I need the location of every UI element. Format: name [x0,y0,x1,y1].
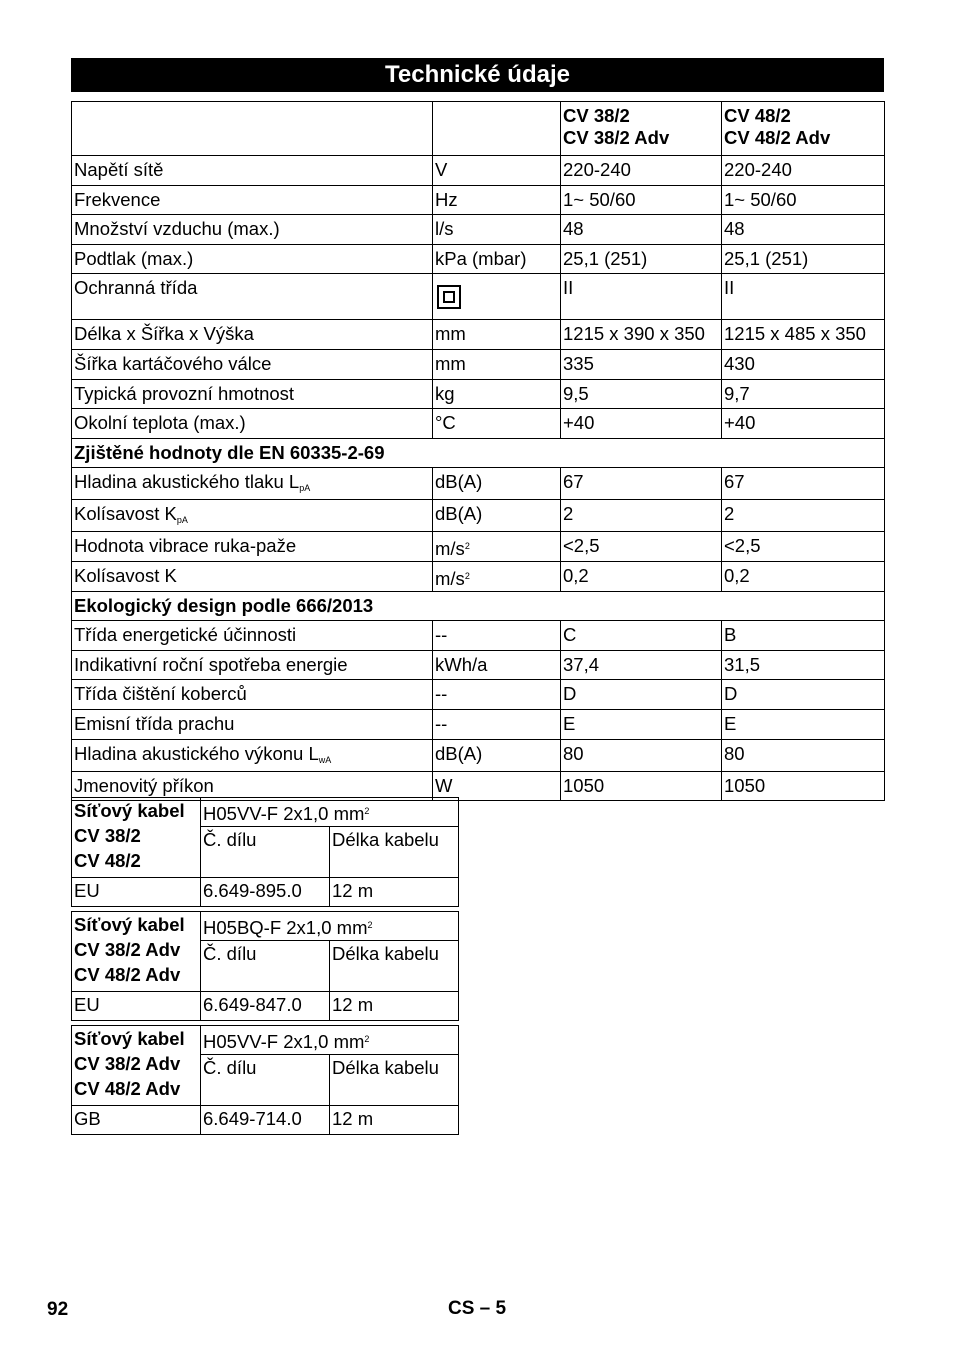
cable-region: GB [72,1106,201,1135]
cable-region: EU [72,992,201,1021]
cable-row [72,878,459,907]
cable-length-header: Délka kabelu [330,941,459,992]
spec-label-text: Frekvence [74,188,161,210]
spec-label-text: Třída energetické účinnosti [74,624,297,646]
spec-value-model1: II [561,274,722,320]
spec-label-subscript: wA [318,754,332,765]
spec-label [72,215,433,245]
spec-label-text: Šířka kartáčového válce [74,352,272,374]
spec-value-model1: 220-240 [561,156,722,186]
spec-label [72,409,433,439]
spec-unit-text: mm [435,352,466,374]
empty-header-cell [433,102,561,156]
spec-unit [433,650,561,680]
cable-label [72,1026,201,1106]
spec-row [72,532,885,562]
cable-spec [201,1026,459,1055]
spec-row [72,409,885,439]
spec-value-model2: 1050 [722,771,885,801]
spec-row [72,739,885,771]
spec-value-model1: 67 [561,468,722,500]
spec-value-model1: <2,5 [561,532,722,562]
spec-value-model2: 1~ 50/60 [722,185,885,215]
spec-value-model2: E [722,709,885,739]
spec-unit [433,532,561,562]
spec-value-model1: E [561,709,722,739]
spec-unit-text: mm [435,323,466,345]
section-heading: Zjištěné hodnoty dle EN 60335-2-69 [72,438,885,468]
spec-label [72,468,433,500]
spec-label-subscript: pA [176,515,188,526]
spec-label-text: Hladina akustického výkonu L [74,742,319,764]
section-row [72,591,885,621]
spec-value-model1: 1050 [561,771,722,801]
spec-value-model1: C [561,621,722,651]
cable-length-header: Délka kabelu [330,827,459,878]
protection-class-ii-icon [437,285,461,309]
cable-spec-text: H05VV-F 2x1,0 mm [203,1031,365,1052]
spec-label-text: Hodnota vibrace ruka-paže [74,535,297,557]
cable-model-line: CV 38/2 Adv [74,939,181,960]
spec-label-text: Emisní třída prachu [74,712,235,734]
cable-length-header: Délka kabelu [330,1055,459,1106]
spec-unit [433,680,561,710]
spec-row [72,561,885,591]
spec-unit-text: dB(A) [435,503,483,525]
cable-row [72,912,459,941]
spec-label [72,532,433,562]
spec-unit-text: -- [435,683,448,705]
spec-unit [433,739,561,771]
spec-row [72,379,885,409]
cable-model-line: CV 48/2 Adv [74,964,181,985]
spec-unit-text: W [435,774,453,796]
cable-spec-superscript: 2 [364,806,370,816]
spec-unit-text: dB(A) [435,742,483,764]
spec-label [72,156,433,186]
spec-value-model1: 48 [561,215,722,245]
cable-length: 12 m [330,1106,459,1135]
spec-unit-text: kPa (mbar) [435,247,527,269]
header-row [72,102,885,156]
model2-header: CV 48/2 CV 48/2 Adv [722,102,885,156]
spec-unit [433,274,561,320]
spec-label [72,185,433,215]
spec-unit-text: m/s [435,538,465,560]
spec-value-model2: 220-240 [722,156,885,186]
spec-label-subscript: pA [299,483,311,494]
spec-value-model2: 48 [722,215,885,245]
cable-model-line: CV 38/2 [74,825,141,846]
spec-value-model1: 80 [561,739,722,771]
spec-label-text: Podtlak (max.) [74,247,194,269]
spec-label-text: Napětí sítě [74,159,164,180]
spec-value-model1: 1215 x 390 x 350 [561,320,722,350]
spec-unit-superscript: 2 [464,541,470,552]
spec-row [72,468,885,500]
cable-label-line: Síťový kabel [74,914,185,935]
spec-label-text: Indikativní roční spotřeba energie [74,653,348,675]
spec-unit-text: m/s [435,567,465,589]
spec-row [72,680,885,710]
spec-value-model1: 25,1 (251) [561,244,722,274]
spec-row [72,650,885,680]
spec-label-text: Množství vzduchu (max.) [74,218,280,240]
technical-data-table [71,101,885,801]
cable-length: 12 m [330,878,459,907]
spec-row [72,500,885,532]
spec-label [72,709,433,739]
page-number: 92 [47,1299,69,1320]
cable-part-number: 6.649-895.0 [201,878,330,907]
spec-value-model2: 0,2 [722,561,885,591]
spec-row [72,185,885,215]
spec-label-text: Kolísavost K [74,503,177,525]
cable-part-number: 6.649-847.0 [201,992,330,1021]
spec-unit [433,215,561,245]
cable-spec-superscript: 2 [367,920,373,930]
spec-unit [433,468,561,500]
spec-label-text: Typická provozní hmotnost [74,382,295,404]
spec-unit [433,409,561,439]
spec-label [72,621,433,651]
spec-value-model1: 2 [561,500,722,532]
spec-unit [433,349,561,379]
part-number-header: Č. dílu [201,1055,330,1106]
spec-value-model2: 430 [722,349,885,379]
spec-unit [433,185,561,215]
cable-model-line: CV 48/2 Adv [74,1078,181,1099]
spec-label [72,561,433,591]
spec-label-text: Okolní teplota (max.) [74,412,246,434]
spec-value-model1: 335 [561,349,722,379]
spec-label [72,349,433,379]
spec-unit-text: °C [435,412,456,434]
power-cable-table [71,911,459,1021]
spec-row [72,621,885,651]
spec-label [72,500,433,532]
spec-value-model2: 67 [722,468,885,500]
spec-label [72,244,433,274]
spec-value-model2: 31,5 [722,650,885,680]
spec-label [72,680,433,710]
spec-unit-text: -- [435,624,448,646]
cable-spec-superscript: 2 [364,1034,370,1044]
spec-row [72,320,885,350]
spec-value-model1: 9,5 [561,379,722,409]
cable-region: EU [72,878,201,907]
cable-label-line: Síťový kabel [74,1028,185,1049]
cable-spec-text: H05BQ-F 2x1,0 mm [203,917,368,938]
spec-unit [433,709,561,739]
spec-unit-text: kg [435,382,455,404]
spec-label-text: Kolísavost K [74,564,177,586]
spec-unit [433,244,561,274]
spec-label [72,650,433,680]
page-title: Technické údaje [71,58,884,92]
cable-spec [201,798,459,827]
spec-row [72,349,885,379]
cable-row [72,992,459,1021]
spec-value-model2: +40 [722,409,885,439]
spec-unit-text: V [435,159,448,180]
cable-label-line: Síťový kabel [74,800,185,821]
spec-value-model2: 1215 x 485 x 350 [722,320,885,350]
spec-value-model1: +40 [561,409,722,439]
power-cable-table [71,1025,459,1135]
cable-label [72,912,201,992]
spec-label-text: Délka x Šířka x Výška [74,323,254,345]
spec-value-model1: D [561,680,722,710]
spec-value-model2: 80 [722,739,885,771]
cable-row [72,1026,459,1055]
spec-value-model2: <2,5 [722,532,885,562]
spec-unit-superscript: 2 [464,570,470,581]
spec-row [72,709,885,739]
cable-spec [201,912,459,941]
section-heading: Ekologický design podle 666/2013 [72,591,885,621]
spec-value-model2: B [722,621,885,651]
cable-length: 12 m [330,992,459,1021]
spec-unit [433,621,561,651]
cable-label [72,798,201,878]
spec-row [72,215,885,245]
spec-unit [433,156,561,186]
part-number-header: Č. dílu [201,827,330,878]
cable-model-line: CV 48/2 [74,850,141,871]
spec-unit [433,379,561,409]
spec-label-text: Hladina akustického tlaku L [74,471,300,493]
power-cable-table [71,797,459,907]
spec-unit-text: Hz [435,188,458,210]
spec-unit-text: -- [435,712,448,734]
spec-label-text: Jmenovitý příkon [74,774,214,796]
cable-part-number: 6.649-714.0 [201,1106,330,1135]
spec-label-text: Ochranná třída [74,277,198,299]
cable-spec-text: H05VV-F 2x1,0 mm [203,803,365,824]
spec-row [72,156,885,186]
spec-value-model2: 25,1 (251) [722,244,885,274]
spec-value-model2: D [722,680,885,710]
spec-unit-text: l/s [435,218,454,240]
spec-unit-text: kWh/a [435,653,488,675]
spec-value-model1: 0,2 [561,561,722,591]
model1-header: CV 38/2 CV 38/2 Adv [561,102,722,156]
cable-row [72,798,459,827]
spec-label [72,739,433,771]
spec-row [72,244,885,274]
spec-row [72,274,885,320]
spec-unit [433,320,561,350]
spec-value-model1: 1~ 50/60 [561,185,722,215]
spec-unit-text: dB(A) [435,471,483,493]
spec-value-model2: II [722,274,885,320]
spec-label-text: Třída čištění koberců [74,683,247,705]
part-number-header: Č. dílu [201,941,330,992]
spec-value-model1: 37,4 [561,650,722,680]
spec-label [72,274,433,320]
spec-value-model2: 9,7 [722,379,885,409]
empty-header-cell [72,102,433,156]
spec-value-model2: 2 [722,500,885,532]
spec-unit [433,500,561,532]
spec-label [72,379,433,409]
spec-label [72,320,433,350]
cable-model-line: CV 38/2 Adv [74,1053,181,1074]
spec-unit [433,561,561,591]
section-row [72,438,885,468]
cable-row [72,1106,459,1135]
language-page-indicator: CS – 5 [448,1298,507,1319]
